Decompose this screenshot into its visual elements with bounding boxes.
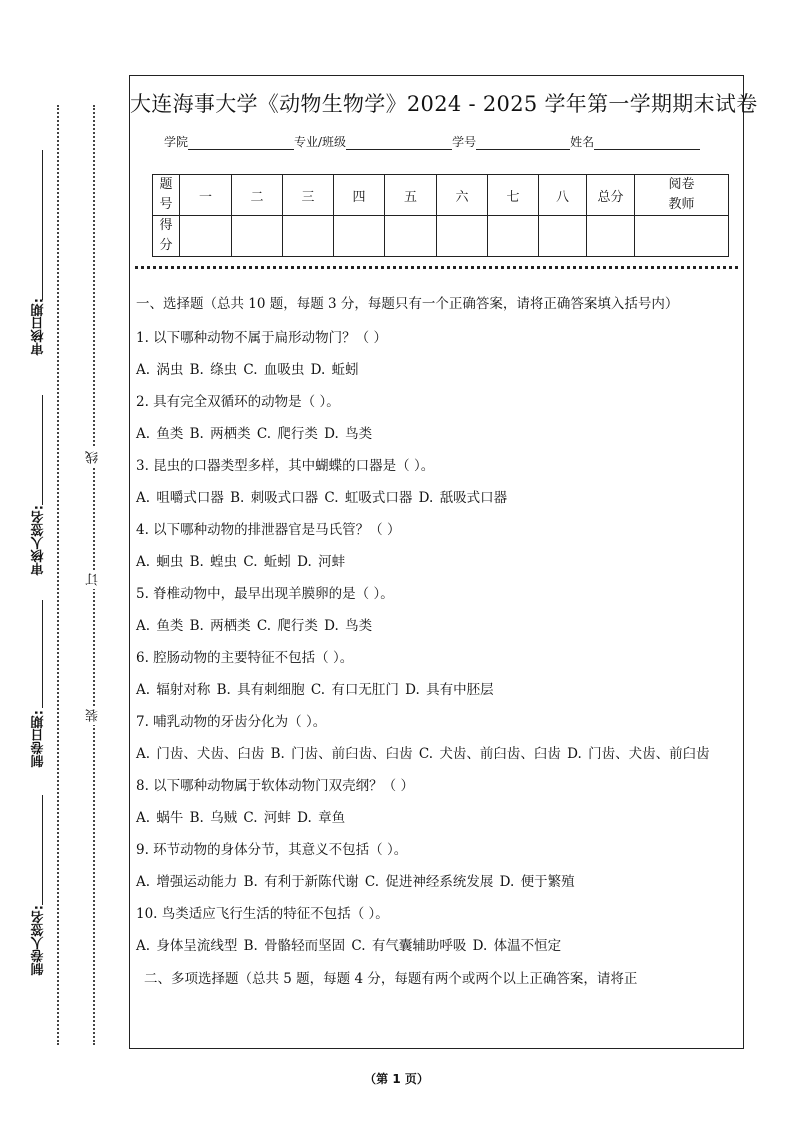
score-table-cell: 阅卷教师 <box>635 175 729 216</box>
question-1: 1. 以下哪种动物不属于扁形动物门？（ ） <box>136 330 387 346</box>
college-label: 学院 <box>164 135 189 149</box>
score-table-score-row <box>153 216 729 257</box>
score-cell-5[interactable] <box>385 216 437 257</box>
college-blank[interactable] <box>188 137 294 150</box>
exam-content <box>136 292 737 989</box>
student-info-row <box>164 133 700 150</box>
question-7: 7. 哺乳动物的牙齿分化为（ ）。 <box>136 714 327 730</box>
section2-heading: 二、多项选择题（总共 5 题，每题 4 分，每题有两个或两个以上正确答案，请将正 <box>144 971 638 987</box>
question-3: 3. 昆虫的口器类型多样，其中蝴蝶的口器是（ ）。 <box>136 458 435 474</box>
question-9-options: A. 增强运动能力 B. 有利于新陈代谢 C. 促进神经系统发展 D. 便于繁殖 <box>136 874 575 890</box>
score-cell-6[interactable] <box>437 216 488 257</box>
review-date-blank[interactable] <box>42 150 43 300</box>
question-4: 4. 以下哪种动物的排泄器官是马氏管？（ ） <box>136 522 401 538</box>
question-4-options: A. 蛔虫 B. 蝗虫 C. 蚯蚓 D. 河蚌 <box>136 554 346 570</box>
score-table-cell: 四 <box>334 175 385 216</box>
question-7-options: A. 门齿、犬齿、臼齿 B. 门齿、前臼齿、臼齿 C. 犬齿、前臼齿、臼齿 D. 门齿、犬齿、前臼齿 <box>136 746 710 762</box>
question-10-options: A. 身体呈流线型 B. 骨骼轻而坚固 C. 有气囊辅助呼吸 D. 体温不恒定 <box>136 938 562 954</box>
question-8: 8. 以下哪种动物属于软体动物门双壳纲？（ ） <box>136 778 414 794</box>
binding-dotted-line-outer <box>57 105 59 1045</box>
question-5: 5. 脊椎动物中，最早出现羊膜卵的是（ ）。 <box>136 586 394 602</box>
score-cell-1[interactable] <box>180 216 232 257</box>
binding-char-xian: 线 <box>84 448 103 467</box>
major-class-blank[interactable] <box>346 137 452 150</box>
header-separator <box>135 266 738 269</box>
score-cell-3[interactable] <box>283 216 334 257</box>
binding-char-zhuang: 装 <box>84 706 103 725</box>
score-table <box>152 174 729 257</box>
exam-title: 大连海事大学《动物生物学》2024 - 2025 学年第一学期期末试卷 <box>130 92 758 116</box>
question-2-options: A. 鱼类 B. 两栖类 C. 爬行类 D. 鸟类 <box>136 426 373 442</box>
exam-paper-frame <box>129 75 758 1049</box>
question-1-options: A. 涡虫 B. 绦虫 C. 血吸虫 D. 蚯蚓 <box>136 362 359 378</box>
reviewer-signature-label: 审核人签名: <box>31 505 47 576</box>
student-id-label: 学号 <box>452 135 477 149</box>
score-table-cell: 总分 <box>587 175 635 216</box>
section1-heading: 一、选择题（总共 10 题，每题 3 分，每题只有一个正确答案，请将正确答案填入括号内） <box>136 296 679 312</box>
question-3-options: A. 咀嚼式口器 B. 刺吸式口器 C. 虹吸式口器 D. 舐吸式口器 <box>136 490 508 506</box>
student-id-blank[interactable] <box>476 137 570 150</box>
major-class-label: 专业/班级 <box>294 135 347 149</box>
compiler-signature-blank[interactable] <box>42 795 43 905</box>
score-table-cell: 三 <box>283 175 334 216</box>
score-table-cell: 七 <box>488 175 539 216</box>
page-number: （第 1 页） <box>364 1072 429 1086</box>
score-cell-8[interactable] <box>539 216 587 257</box>
score-table-header-row <box>153 175 729 216</box>
question-8-options: A. 蜗牛 B. 乌贼 C. 河蚌 D. 章鱼 <box>136 810 346 826</box>
compile-date-label: 制卷日期: <box>31 710 47 768</box>
name-label: 姓名 <box>570 135 595 149</box>
score-cell-grader[interactable] <box>635 216 729 257</box>
compile-date-blank[interactable] <box>42 600 43 708</box>
score-table-cell: 二 <box>232 175 283 216</box>
question-9: 9. 环节动物的身体分节，其意义不包括（ ）。 <box>136 842 408 858</box>
score-table-cell: 五 <box>385 175 437 216</box>
reviewer-signature-blank[interactable] <box>42 395 43 505</box>
score-table-cell: 一 <box>180 175 232 216</box>
compiler-signature-label: 制卷人签名: <box>31 905 47 976</box>
question-10: 10. 鸟类适应飞行生活的特征不包括（ ）。 <box>136 906 389 922</box>
binding-char-ding: 订 <box>84 570 103 589</box>
score-row-label: 得分 <box>153 216 180 257</box>
question-6-options: A. 辐射对称 B. 具有刺细胞 C. 有口无肛门 D. 具有中胚层 <box>136 682 494 698</box>
score-table-cell: 六 <box>437 175 488 216</box>
question-5-options: A. 鱼类 B. 两栖类 C. 爬行类 D. 鸟类 <box>136 618 373 634</box>
question-2: 2. 具有完全双循环的动物是（ ）。 <box>136 394 340 410</box>
score-cell-2[interactable] <box>232 216 283 257</box>
name-blank[interactable] <box>594 137 700 150</box>
score-cell-total[interactable] <box>587 216 635 257</box>
question-6: 6. 腔肠动物的主要特征不包括（ ）。 <box>136 650 354 666</box>
score-table-cell: 八 <box>539 175 587 216</box>
score-table-cell: 题号 <box>153 175 180 216</box>
review-date-label: 审核日期: <box>31 298 47 356</box>
score-cell-7[interactable] <box>488 216 539 257</box>
score-cell-4[interactable] <box>334 216 385 257</box>
